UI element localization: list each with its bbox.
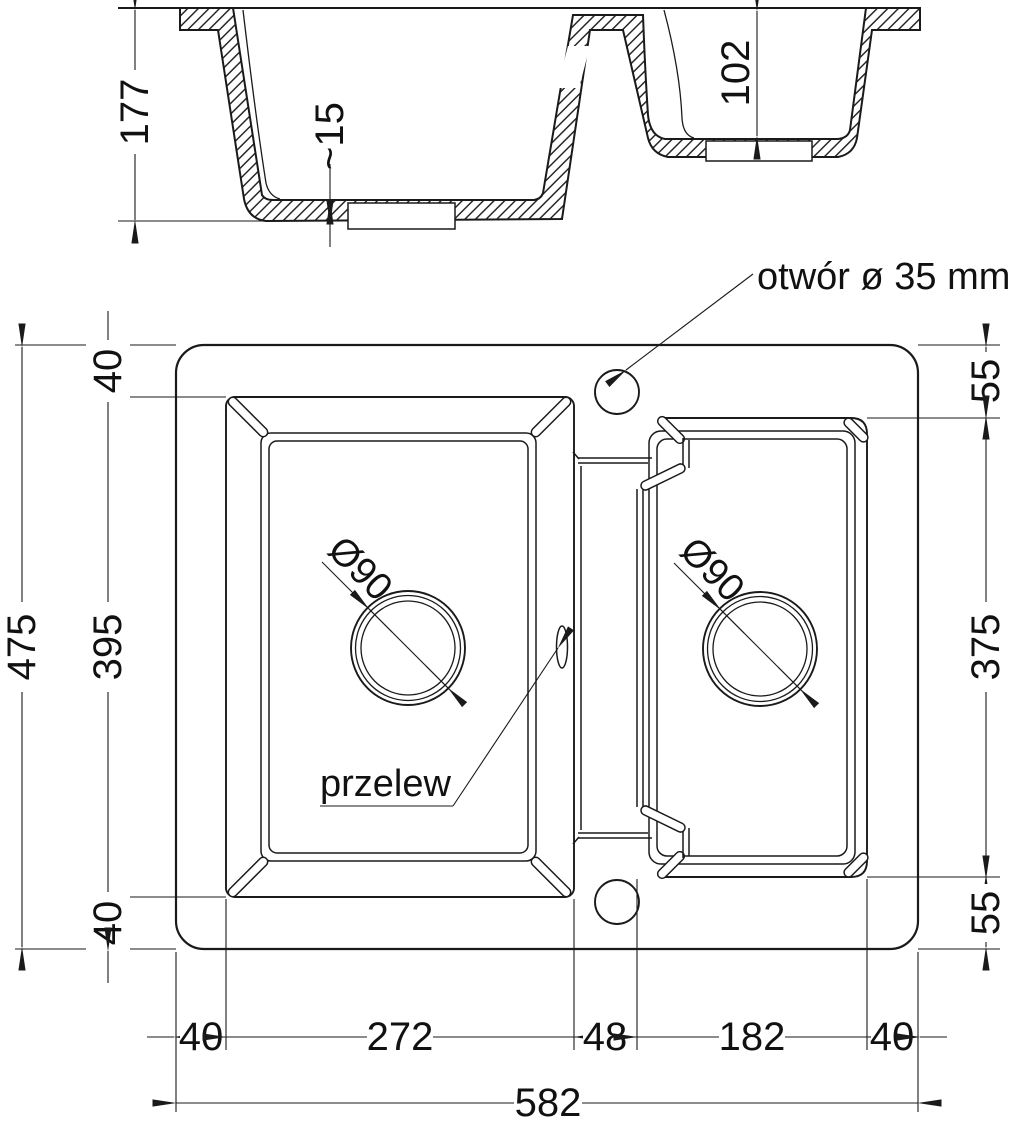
dim-margin-top-left-text: 40	[86, 348, 130, 394]
dim-drain-right-text: Ø90	[671, 529, 753, 611]
rear-mounting-hole	[595, 880, 639, 924]
section-right-bowl-back-edge	[664, 10, 694, 138]
dim-drain-left	[320, 529, 450, 690]
dim-total-height	[0, 347, 44, 947]
dim-main-bowl-width-text: 272	[366, 1015, 434, 1059]
small-bowl-corner-chamfer	[842, 851, 870, 879]
dim-small-bowl-width-text: 182	[718, 1015, 786, 1059]
overflow-hole	[557, 626, 568, 668]
dim-depth-small	[714, 11, 758, 136]
dim-margin-top-right	[964, 347, 1008, 416]
section-sink-body	[180, 8, 920, 221]
dim-bowl-height	[86, 399, 130, 895]
label-faucet-hole-text: otwór ø 35 mm	[757, 256, 1011, 298]
dim-left-margin-text: 40	[178, 1015, 224, 1059]
section-view	[113, 8, 920, 247]
dim-divider-width-text: 48	[582, 1015, 628, 1059]
main-bowl-corner-chamfer	[226, 855, 269, 898]
main-bowl-corner-chamfer	[529, 395, 572, 438]
plan-view	[0, 256, 1010, 1125]
label-faucet-hole	[626, 256, 1010, 370]
small-bowl-outline	[660, 418, 867, 877]
main-bowl-corner-chamfer	[226, 395, 269, 438]
dim-margin-top-left	[86, 311, 130, 402]
dim-small-bowl-height	[964, 419, 1008, 875]
dim-margin-bottom-left-text: 40	[86, 900, 130, 946]
small-bowl-corner-chamfer	[842, 416, 870, 444]
small-bowl	[649, 415, 870, 880]
main-bowl-corner-chamfer	[529, 855, 572, 898]
dim-margin-bottom-right	[964, 879, 1008, 947]
dim-margin-top-right-text: 55	[964, 358, 1008, 404]
dim-small-bowl-height-text: 375	[964, 613, 1008, 681]
dim-total-width-text: 582	[514, 1081, 582, 1125]
dim-bottom-chain	[147, 879, 947, 1125]
dim-margin-bottom-left	[86, 892, 130, 983]
dim-bottom-thickness	[308, 102, 352, 247]
dim-total-height-text: 475	[0, 613, 44, 681]
faucet-hole	[595, 370, 639, 414]
dim-bottom-thickness-text: ~15	[308, 102, 352, 170]
dim-margin-bottom-right-text: 55	[964, 890, 1008, 936]
dim-bowl-height-text: 395	[86, 613, 130, 681]
main-bowl	[226, 395, 574, 898]
dim-depth-main-text: 177	[113, 78, 157, 146]
dim-depth-small-text: 102	[714, 39, 758, 107]
section-right-drain-recess	[706, 141, 812, 161]
divider-channel	[573, 438, 689, 858]
dim-drain-left-text: Ø90	[319, 528, 401, 610]
dim-right-margin-text: 40	[869, 1015, 915, 1059]
main-bowl-outline	[226, 397, 574, 897]
section-left-drain-recess	[348, 203, 455, 229]
dim-drain-right	[672, 530, 802, 691]
label-overflow-text: przelew	[320, 763, 451, 805]
dim-depth-main	[113, 10, 157, 220]
